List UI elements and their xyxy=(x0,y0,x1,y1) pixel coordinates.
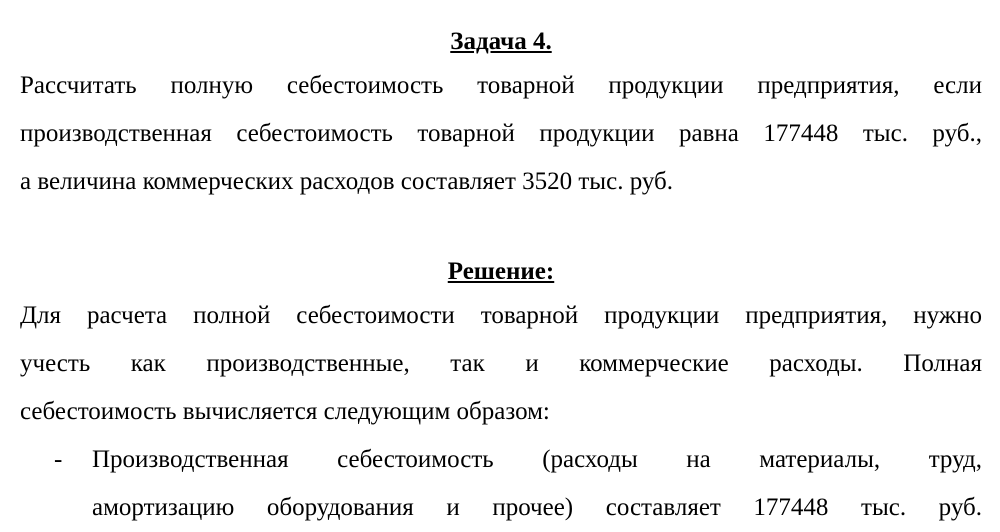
task-line-1: Рассчитать полную себестоимость товарной продукции предприятия, если xyxy=(20,72,982,99)
document-page xyxy=(20,22,982,532)
list-item-line-2: амортизацию оборудования и прочее) составляет 177448 тыс. руб. xyxy=(92,494,982,521)
task-statement xyxy=(20,62,982,206)
task-title: Задача 4. xyxy=(450,28,552,55)
task-line-3: а величина коммерческих расходов составляет 3520 тыс. руб. xyxy=(20,168,674,195)
section-gap xyxy=(20,206,982,252)
task-line-2: производственная себестоимость товарной продукции равна 177448 тыс. руб., xyxy=(20,120,982,147)
list-item-line-1: Производственная себестоимость (расходы на материалы, труд, xyxy=(92,446,982,473)
solution-title: Решение: xyxy=(447,258,555,285)
solution-line-2: учесть как производственные, так и коммерческие расходы. Полная xyxy=(20,350,982,377)
solution-list xyxy=(20,436,982,532)
solution-text xyxy=(20,292,982,436)
solution-line-3: себестоимость вычисляется следующим образом: xyxy=(20,398,550,425)
solution-line-1: Для расчета полной себестоимости товарной продукции предприятия, нужно xyxy=(20,302,982,329)
list-item xyxy=(20,436,982,532)
list-dash: - xyxy=(54,446,63,473)
